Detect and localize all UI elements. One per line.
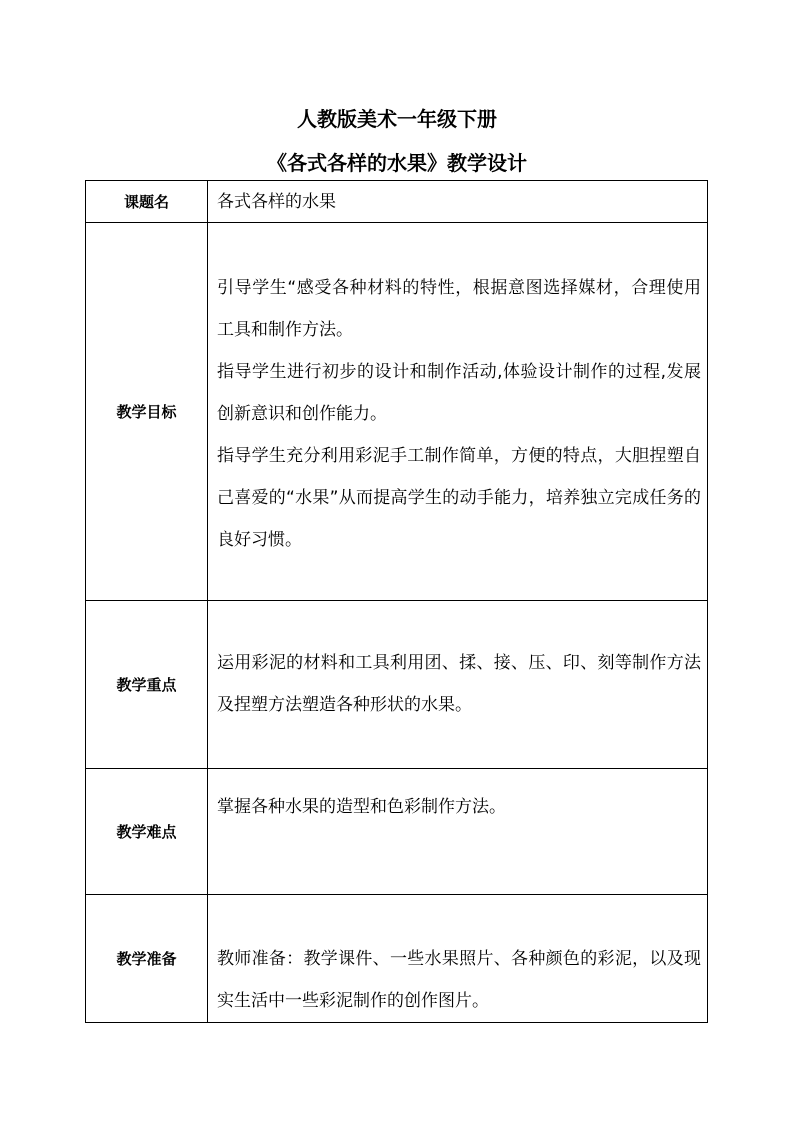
table-row (86, 181, 708, 223)
paragraph: 指导学生进行初步的设计和制作活动,体验设计制作的过程,发展创新意识和创作能力。 (217, 362, 701, 424)
table-row (86, 223, 708, 601)
table-row (86, 895, 708, 1023)
row-label-topic: 课题名 (86, 181, 208, 223)
paragraph: 引导学生“感受各种材料的特性，根据意图选择媒材，合理使用工具和制作方法。 (217, 278, 701, 340)
row-content-preparation (208, 895, 708, 1023)
document-subtitle: 《各式各样的水果》教学设计 (267, 151, 527, 175)
paragraph: 各式各样的水果 (217, 191, 336, 212)
document-title: 人教版美术一年级下册 (297, 107, 497, 131)
row-content-key-points (208, 601, 708, 769)
row-label-objectives: 教学目标 (86, 223, 208, 601)
row-label-difficulties: 教学难点 (86, 769, 208, 895)
table-row (86, 601, 708, 769)
table-row (86, 769, 708, 895)
paragraph: 运用彩泥的材料和工具利用团、揉、接、压、印、刻等制作方法及捏塑方法塑造各种形状的水果。 (217, 653, 701, 715)
paragraph: 掌握各种水果的造型和色彩制作方法。 (217, 797, 506, 817)
lesson-plan-table (85, 180, 708, 1023)
row-content-difficulties (208, 769, 708, 895)
row-label-key-points: 教学重点 (86, 601, 208, 769)
paragraph: 教师准备：教学课件、一些水果照片、各种颜色的彩泥，以及现实生活中一些彩泥制作的创作图片。 (217, 949, 701, 1011)
row-label-preparation: 教学准备 (86, 895, 208, 1023)
row-content-topic (208, 181, 708, 223)
paragraph: 指导学生充分利用彩泥手工制作简单，方便的特点，大胆捏塑自己喜爱的“水果”从而提高学生的动手能力，培养独立完成任务的良好习惯。 (217, 446, 701, 550)
row-content-objectives (208, 223, 708, 601)
